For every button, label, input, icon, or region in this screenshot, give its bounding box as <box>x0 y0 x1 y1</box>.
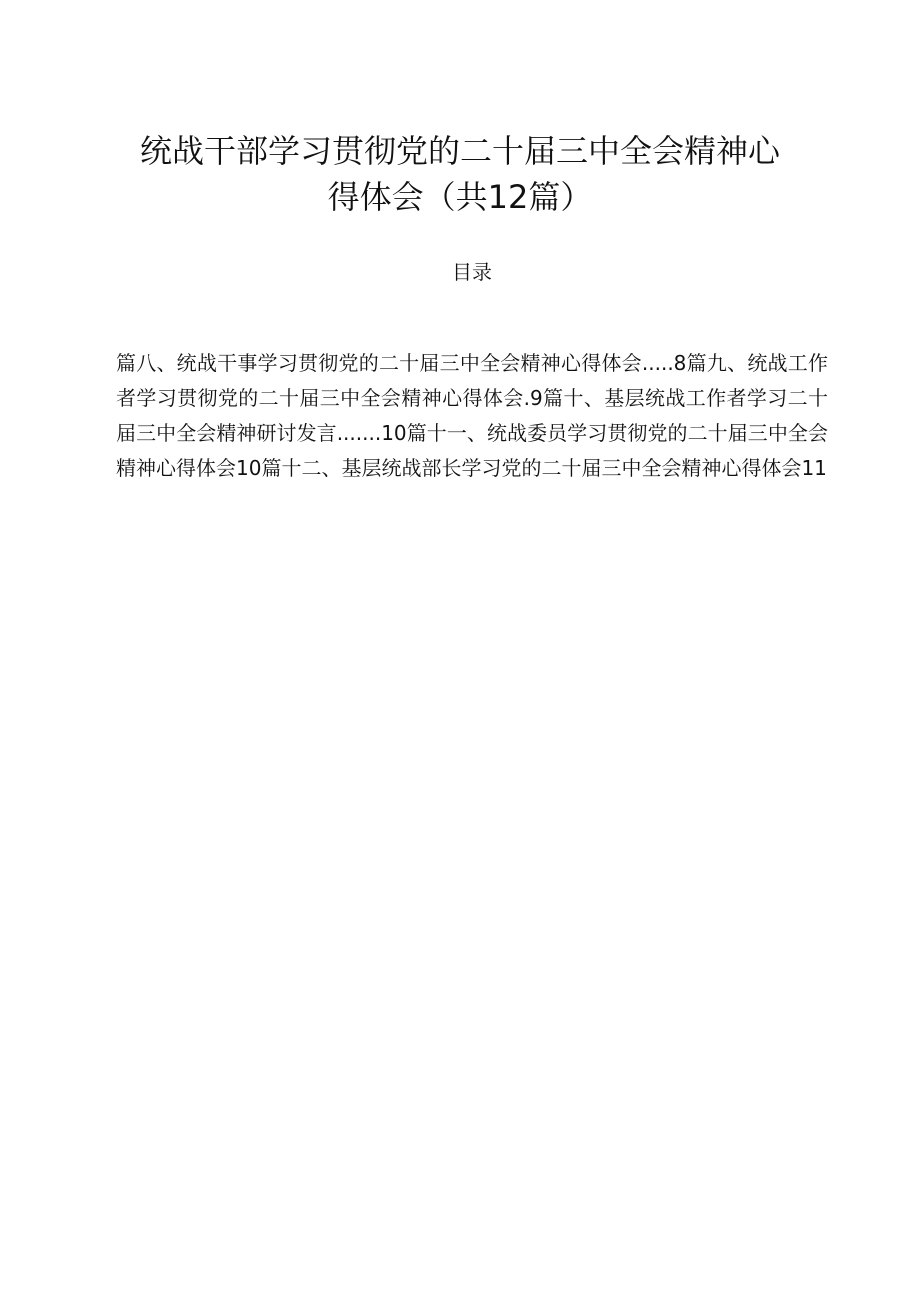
title-line-1: 统战干部学习贯彻党的二十届三中全会精神心 <box>139 132 780 170</box>
toc-entry[interactable]: 篇十、基层统战工作者学习二十届三中全会精神研讨发言.......10 <box>116 386 829 445</box>
toc-heading: 目录 <box>452 260 492 284</box>
table-of-contents <box>116 346 828 486</box>
toc-entry[interactable]: 篇十一、统战委员学习贯彻党的二十届三中全会精神心得体会10 <box>116 421 828 480</box>
toc-entry[interactable]: 篇八、统战干事学习贯彻党的二十届三中全会精神心得体会.....8 <box>116 351 687 375</box>
title-line-2: 得体会（共12篇） <box>327 178 593 216</box>
toc-entry[interactable]: 篇九、统战工作者学习贯彻党的二十届三中全会精神心得体会.9 <box>116 351 829 410</box>
document-title <box>110 128 810 220</box>
toc-entry[interactable]: 篇十二、基层统战部长学习党的二十届三中全会精神心得体会11 <box>261 456 827 480</box>
